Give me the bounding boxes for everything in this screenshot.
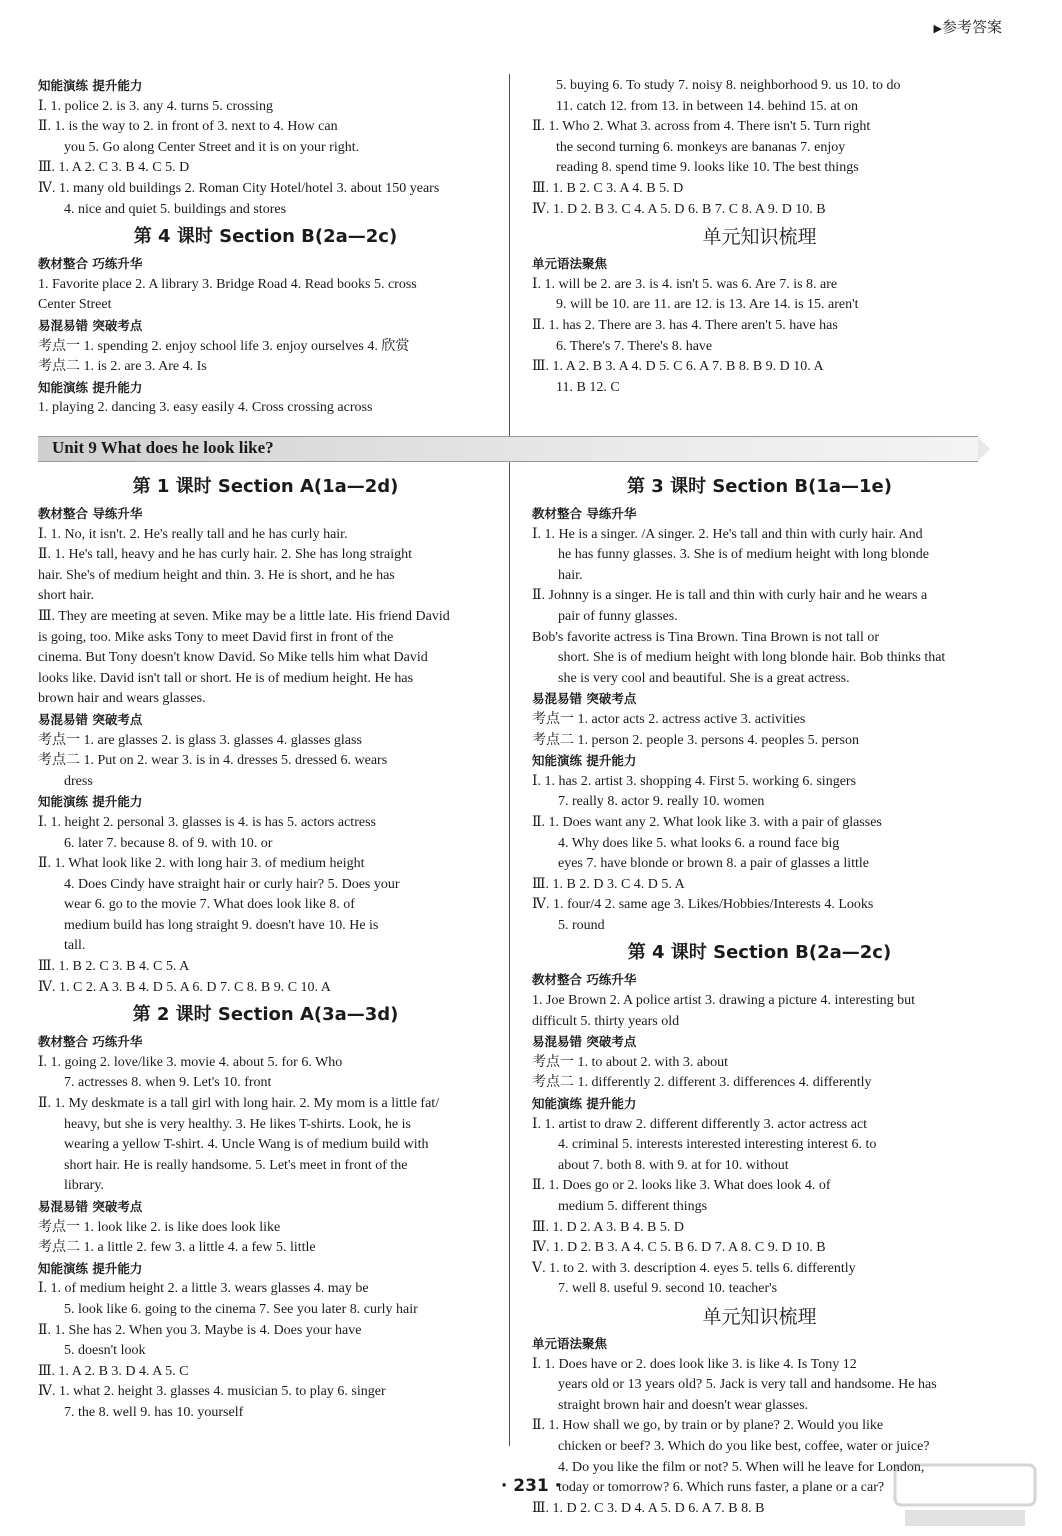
- answer-line: Ⅱ. 1. Does want any 2. What look like 3. with a pair of glasses: [532, 814, 882, 830]
- answer-line: 11. catch 12. from 13. in between 14. behind 15. at on: [556, 98, 858, 114]
- answer-line: Ⅰ. 1. Does have or 2. does look like 3. is like 4. Is Tony 12: [532, 1356, 857, 1372]
- answer-line: 5. look like 6. going to the cinema 7. See you later 8. curly hair: [64, 1301, 418, 1317]
- answer-line: 6. There's 7. There's 8. have: [556, 338, 713, 354]
- column-divider: [509, 74, 510, 1446]
- answer-line: 考点一 1. look like 2. is like does look like: [38, 1219, 281, 1235]
- answer-line: Ⅱ. Johnny is a singer. He is tall and thin with curly hair and he wears a: [532, 588, 928, 604]
- answer-line: 4. nice and quiet 5. buildings and stores: [64, 201, 287, 217]
- triangle-icon: ▶: [933, 22, 942, 35]
- answer-line: straight brown hair and doesn't wear glasses.: [558, 1397, 809, 1413]
- answer-line: Ⅲ. 1. D 2. C 3. D 4. A 5. D 6. A 7. B 8. B: [532, 1500, 765, 1516]
- subsection-heading: 易混易错 突破考点: [532, 691, 637, 707]
- answer-line: 4. Do you like the film or not? 5. When will he leave for London,: [558, 1459, 925, 1475]
- left-column-top: [38, 76, 493, 419]
- answer-line: Ⅰ. 1. of medium height 2. a little 3. wears glasses 4. may be: [38, 1281, 369, 1297]
- subsection-heading: 知能演练 提升能力: [38, 379, 143, 395]
- section-heading: 第 2 课时 Section A(3a—3d): [132, 1004, 399, 1026]
- answer-line: short hair.: [38, 588, 94, 604]
- answer-line: Ⅰ. 1. He is a singer. /A singer. 2. He's tall and thin with curly hair. And: [532, 526, 923, 542]
- answer-line: short. She is of medium height with long blonde hair. Bob thinks that: [558, 650, 946, 666]
- answer-line: short hair. He is really handsome. 5. Let's meet in front of the: [64, 1157, 408, 1173]
- subsection-heading: 教材整合 巧练升华: [532, 972, 637, 988]
- answer-line: about 7. both 8. with 9. at for 10. without: [558, 1157, 789, 1173]
- answer-line: 考点一 1. are glasses 2. is glass 3. glasses 4. glasses glass: [38, 732, 362, 748]
- answer-line: Ⅲ. 1. A 2. C 3. B 4. C 5. D: [38, 160, 190, 176]
- answer-line: she is very cool and beautiful. She is a great actress.: [558, 670, 850, 686]
- answer-line: library.: [64, 1178, 104, 1194]
- answer-line: 考点一 1. spending 2. enjoy school life 3. enjoy ourselves 4. 欣赏: [38, 338, 410, 354]
- section-heading: 第 3 课时 Section B(1a—1e): [627, 476, 892, 497]
- answer-line: cinema. But Tony doesn't know David. So Mike tells him what David: [38, 650, 428, 666]
- answer-line: Ⅳ. 1. four/4 2. same age 3. Likes/Hobbies/Interests 4. Looks: [532, 897, 874, 913]
- answer-line: Ⅰ. 1. has 2. artist 3. shopping 4. First 5. working 6. singers: [532, 773, 857, 789]
- answer-line: 7. well 8. useful 9. second 10. teacher's: [558, 1281, 778, 1297]
- answer-line: Ⅲ. 1. B 2. D 3. C 4. D 5. A: [532, 876, 685, 892]
- answer-line: Ⅰ. 1. artist to draw 2. different differently 3. actor actress act: [532, 1116, 868, 1132]
- answer-line: hair.: [558, 567, 583, 583]
- subsection-heading: 知能演练 提升能力: [532, 1096, 637, 1112]
- answer-line: he has funny glasses. 3. She is of medium height with long blonde: [558, 547, 929, 563]
- answer-line: difficult 5. thirty years old: [532, 1013, 680, 1029]
- answer-line: Ⅲ. 1. D 2. A 3. B 4. B 5. D: [532, 1219, 684, 1235]
- answer-line: 考点二 1. person 2. people 3. persons 4. peoples 5. person: [532, 732, 860, 748]
- unit-summary-heading: 单元知识梳理: [702, 226, 817, 249]
- answer-line: 4. Does Cindy have straight hair or curly hair? 5. Does your: [64, 876, 400, 892]
- answer-line: Ⅲ. 1. B 2. C 3. A 4. B 5. D: [532, 180, 684, 196]
- answer-line: Ⅰ. 1. No, it isn't. 2. He's really tall and he has curly hair.: [38, 526, 348, 542]
- answer-line: 考点二 1. a little 2. few 3. a little 4. a few 5. little: [38, 1240, 316, 1256]
- answer-line: Ⅲ. 1. B 2. C 3. B 4. C 5. A: [38, 959, 190, 975]
- answer-line: Ⅱ. 1. What look like 2. with long hair 3. of medium height: [38, 856, 365, 872]
- section-heading: 第 1 课时 Section A(1a—2d): [132, 476, 399, 497]
- answer-line: Center Street: [38, 297, 112, 313]
- subsection-heading: 教材整合 巧练升华: [38, 256, 143, 272]
- subsection-heading: 知能演练 提升能力: [38, 78, 143, 93]
- watermark-logo-icon: [890, 1460, 1040, 1530]
- answer-line: heavy, but she is very healthy. 3. He likes T-shirts. Look, he is: [64, 1116, 411, 1132]
- subsection-heading: 知能演练 提升能力: [38, 794, 143, 810]
- answer-line: Ⅳ. 1. what 2. height 3. glasses 4. musician 5. to play 6. singer: [38, 1384, 386, 1400]
- answer-line: Ⅰ. 1. going 2. love/like 3. movie 4. about 5. for 6. Who: [38, 1054, 343, 1070]
- answer-line: 9. will be 10. are 11. are 12. is 13. Are 14. is 15. aren't: [556, 297, 859, 313]
- answer-line: Ⅱ. 1. He's tall, heavy and he has curly hair. 2. She has long straight: [38, 547, 413, 563]
- answer-line: 7. really 8. actor 9. really 10. women: [558, 794, 765, 810]
- answer-line: Bob's favorite actress is Tina Brown. Tina Brown is not tall or: [532, 629, 880, 645]
- answer-line: Ⅰ. 1. will be 2. are 3. is 4. isn't 5. was 6. Are 7. is 8. are: [532, 276, 838, 292]
- answer-line: the second turning 6. monkeys are bananas 7. enjoy: [556, 139, 846, 155]
- subsection-heading: 知能演练 提升能力: [38, 1260, 143, 1276]
- subsection-heading: 易混易错 突破考点: [38, 711, 143, 727]
- answer-line: Ⅱ. 1. She has 2. When you 3. Maybe is 4. Does your have: [38, 1322, 362, 1338]
- running-header: [934, 16, 1002, 37]
- answer-line: tall.: [64, 938, 86, 954]
- answer-line: 4. criminal 5. interests interested interesting interest 6. to: [558, 1137, 877, 1153]
- answer-line: Ⅲ. They are meeting at seven. Mike may be a little late. His friend David: [38, 608, 450, 624]
- section-heading: 第 4 课时 Section B(2a—2c): [133, 226, 398, 248]
- answer-line: 11. B 12. C: [556, 379, 620, 395]
- answer-line: 1. Joe Brown 2. A police artist 3. drawing a picture 4. interesting but: [532, 993, 915, 1009]
- answer-line: Ⅱ. 1. has 2. There are 3. has 4. There aren't 5. have has: [532, 317, 838, 333]
- answer-line: Ⅱ. 1. Who 2. What 3. across from 4. There isn't 5. Turn right: [532, 119, 871, 135]
- answer-line: 4. Why does like 5. what looks 6. a round face big: [558, 835, 840, 851]
- answer-line: is going, too. Mike asks Tony to meet David first in front of the: [38, 629, 394, 645]
- answer-line: Ⅱ. 1. How shall we go, by train or by plane? 2. Would you like: [532, 1418, 884, 1434]
- answer-line: eyes 7. have blonde or brown 8. a pair of glasses a little: [558, 856, 870, 872]
- answer-line: 1. Favorite place 2. A library 3. Bridge Road 4. Read books 5. cross: [38, 276, 417, 292]
- answer-line: 5. buying 6. To study 7. noisy 8. neighborhood 9. us 10. to do: [556, 78, 901, 93]
- answer-line: today or tomorrow? 6. Which runs faster, a plane or a car?: [558, 1480, 885, 1496]
- answer-line: 考点一 1. actor acts 2. actress active 3. activities: [532, 711, 806, 727]
- answer-line: reading 8. spend time 9. looks like 10. The best things: [556, 160, 859, 176]
- subsection-heading: 单元语法聚焦: [532, 1335, 608, 1351]
- answer-line: dress: [64, 773, 93, 789]
- answer-line: 考点二 1. Put on 2. wear 3. is in 4. dresses 5. dressed 6. wears: [38, 753, 388, 769]
- answer-line: Ⅰ. 1. height 2. personal 3. glasses is 4. is has 5. actors actress: [38, 814, 376, 830]
- right-column-top: [532, 76, 987, 398]
- answer-line: 5. round: [558, 917, 605, 933]
- answer-line: 7. the 8. well 9. has 10. yourself: [64, 1404, 244, 1420]
- unit-banner: [38, 436, 978, 462]
- page-number: · 231 ·: [500, 1476, 562, 1496]
- answer-line: medium 5. different things: [558, 1199, 708, 1214]
- answer-line: Ⅳ. 1. C 2. A 3. B 4. D 5. A 6. D 7. C 8. B 9. C 10. A: [38, 979, 331, 995]
- answer-line: 考点一 1. to about 2. with 3. about: [532, 1054, 728, 1070]
- answer-line: Ⅲ. 1. A 2. B 3. A 4. D 5. C 6. A 7. B 8. B 9. D 10. A: [532, 359, 824, 375]
- answer-line: chicken or beef? 3. Which do you like best, coffee, water or juice?: [558, 1438, 930, 1454]
- answer-line: hair. She's of medium height and thin. 3. He is short, and he has: [38, 567, 395, 583]
- unit-summary-heading: 单元知识梳理: [702, 1305, 817, 1328]
- subsection-heading: 教材整合 巧练升华: [38, 1034, 143, 1050]
- subsection-heading: 单元语法聚焦: [532, 256, 608, 272]
- answer-line: 1. playing 2. dancing 3. easy easily 4. Cross crossing across: [38, 400, 373, 416]
- subsection-heading: 教材整合 导练升华: [38, 506, 143, 521]
- answer-line: pair of funny glasses.: [558, 608, 678, 624]
- answer-line: 5. doesn't look: [64, 1343, 146, 1359]
- answer-line: wear 6. go to the movie 7. What does look like 8. of: [64, 897, 355, 913]
- answer-line: 考点二 1. differently 2. different 3. differences 4. differently: [532, 1075, 872, 1091]
- answer-line: brown hair and wears glasses.: [38, 691, 206, 707]
- answer-line: Ⅱ. 1. Does go or 2. looks like 3. What does look 4. of: [532, 1178, 831, 1194]
- answer-line: Ⅳ. 1. many old buildings 2. Roman City Hotel/hotel 3. about 150 years: [38, 180, 440, 196]
- answer-line: looks like. David isn't tall or short. He is of medium height. He has: [38, 670, 414, 686]
- answer-line: Ⅱ. 1. is the way to 2. in front of 3. next to 4. How can: [38, 119, 338, 135]
- answer-line: Ⅳ. 1. D 2. B 3. A 4. C 5. B 6. D 7. A 8. C 9. D 10. B: [532, 1240, 826, 1256]
- right-column-bottom: [532, 470, 987, 1519]
- answer-line: Ⅰ. 1. police 2. is 3. any 4. turns 5. crossing: [38, 98, 273, 114]
- subsection-heading: 知能演练 提升能力: [532, 753, 637, 769]
- answer-line: years old or 13 years old? 5. Jack is very tall and handsome. He has: [558, 1377, 937, 1393]
- answer-line: 6. later 7. because 8. of 9. with 10. or: [64, 835, 273, 851]
- subsection-heading: 易混易错 突破考点: [38, 1199, 143, 1214]
- answer-line: Ⅱ. 1. My deskmate is a tall girl with long hair. 2. My mom is a little fat/: [38, 1096, 440, 1112]
- answer-line: Ⅳ. 1. D 2. B 3. C 4. A 5. D 6. B 7. C 8. A 9. D 10. B: [532, 201, 826, 217]
- answer-line: Ⅲ. 1. A 2. B 3. D 4. A 5. C: [38, 1363, 189, 1379]
- header-label: 参考答案: [941, 18, 1002, 36]
- answer-line: Ⅴ. 1. to 2. with 3. description 4. eyes 5. tells 6. differently: [532, 1260, 856, 1276]
- unit-title: Unit 9 What does he look like?: [52, 438, 274, 457]
- subsection-heading: 易混易错 突破考点: [532, 1034, 637, 1050]
- subsection-heading: 易混易错 突破考点: [38, 317, 143, 333]
- answer-line: medium build has long straight 9. doesn't have 10. He is: [64, 917, 379, 933]
- answer-line: wearing a yellow T-shirt. 4. Uncle Wang is of medium build with: [64, 1137, 429, 1153]
- answer-line: you 5. Go along Center Street and it is on your right.: [64, 139, 360, 155]
- answer-line: 7. actresses 8. when 9. Let's 10. front: [64, 1075, 272, 1091]
- answer-line: 考点二 1. is 2. are 3. Are 4. Is: [38, 359, 207, 375]
- subsection-heading: 教材整合 导练升华: [532, 506, 637, 521]
- left-column-bottom: [38, 470, 493, 1424]
- section-heading: 第 4 课时 Section B(2a—2c): [627, 942, 892, 964]
